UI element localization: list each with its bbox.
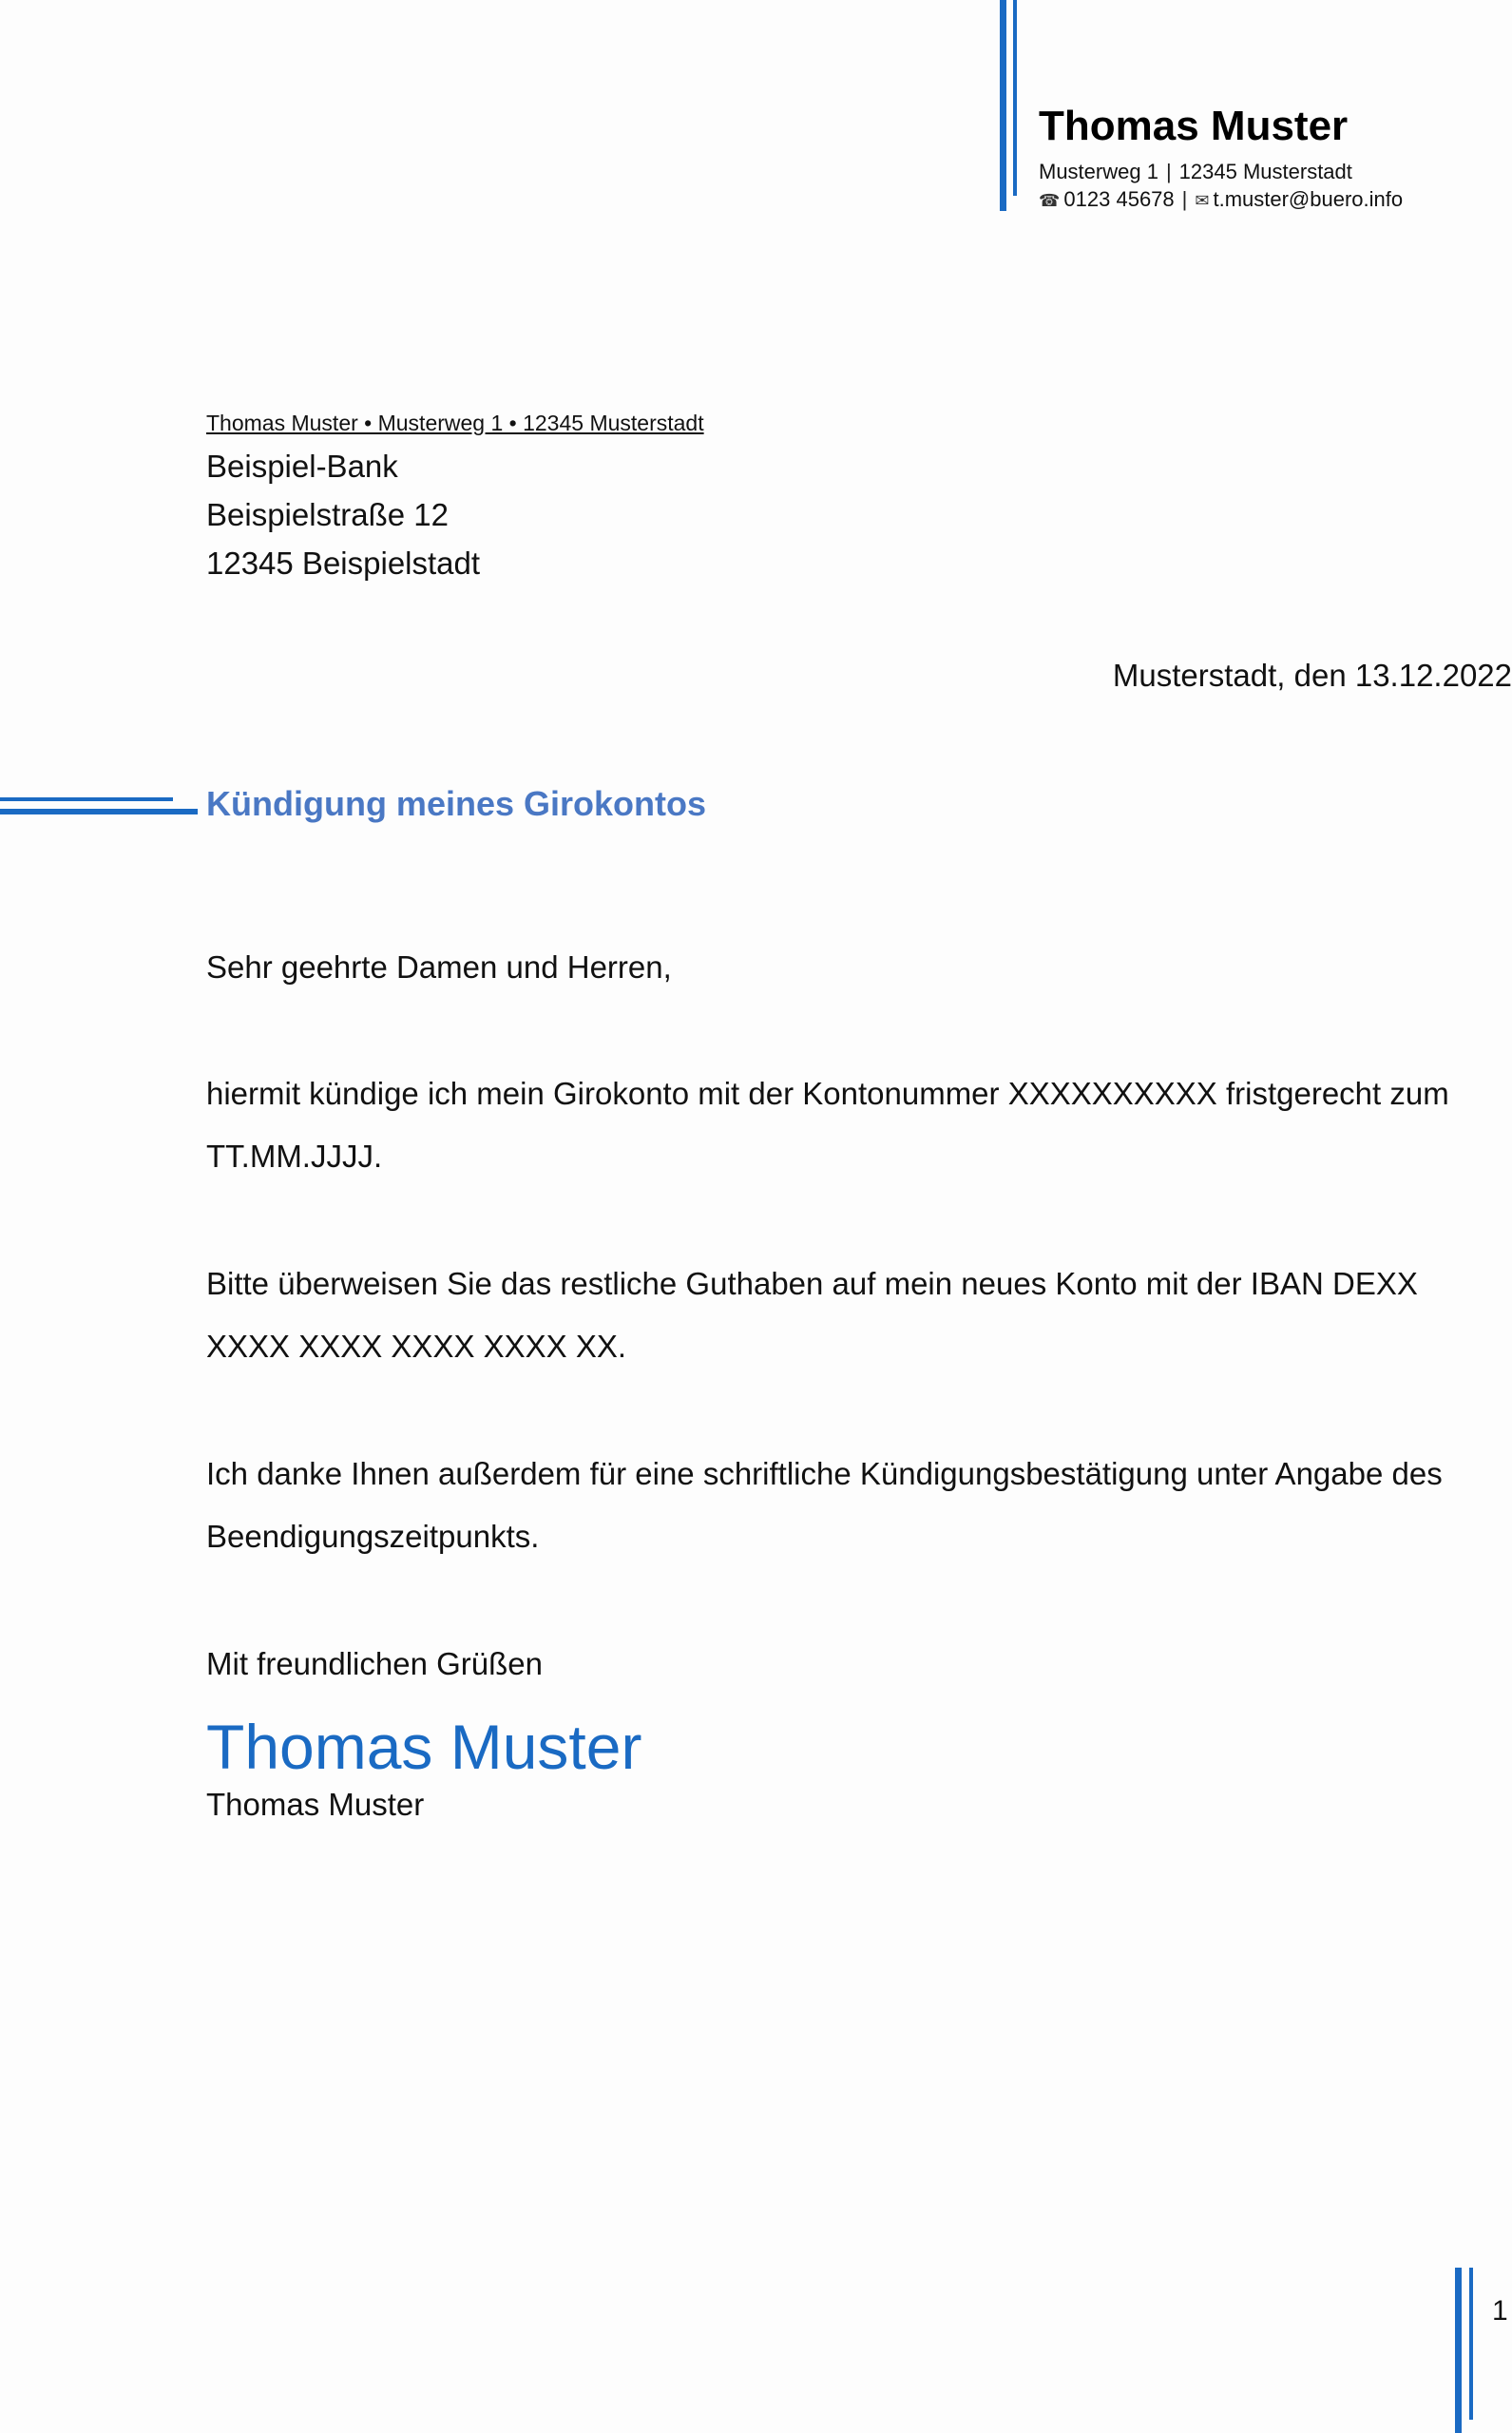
letterhead-bar-right <box>1013 0 1017 196</box>
recipient-name: Beispiel-Bank <box>206 449 398 484</box>
subject-rule-top <box>0 797 173 801</box>
recipient-city: 12345 Beispielstadt <box>206 546 481 581</box>
signature-name: Thomas Muster <box>206 1787 425 1822</box>
sender-name: Thomas Muster <box>1039 103 1349 149</box>
sender-phone: 0123 45678 <box>1063 187 1175 211</box>
closing: Mit freundlichen Grüßen <box>206 1646 543 1681</box>
separator: | <box>1181 187 1188 211</box>
footer-bar-right <box>1469 2268 1473 2420</box>
subject-rule-bottom <box>0 809 198 814</box>
letterhead-bar-left <box>1000 0 1006 211</box>
recipient-street: Beispielstraße 12 <box>206 497 449 532</box>
footer-bar-left <box>1455 2268 1462 2433</box>
sender-contact-line <box>1039 187 1403 212</box>
salutation: Sehr geehrte Damen und Herren, <box>206 949 672 985</box>
date-line: Musterstadt, den 13.12.2022 <box>1112 658 1512 693</box>
sender-address-line <box>1039 160 1352 184</box>
signature: Thomas Muster <box>206 1712 642 1782</box>
return-address: Thomas Muster • Musterweg 1 • 12345 Musterstadt <box>206 411 704 435</box>
sender-street: Musterweg 1 <box>1039 160 1158 183</box>
envelope-icon: ✉ <box>1195 191 1210 210</box>
subject-heading: Kündigung meines Girokontos <box>206 784 707 823</box>
phone-icon: ☎ <box>1039 191 1061 210</box>
paragraph-1: hiermit kündige ich mein Girokonto mit der Kontonummer XXXXXXXXXX fristgerecht zum TT.MM.JJJJ. <box>206 1076 1449 1174</box>
paragraph-3: Ich danke Ihnen außerdem für eine schriftliche Kündigungsbestätigung unter Angabe des Beendigungszeitpunkts. <box>206 1456 1443 1554</box>
separator: | <box>1165 160 1172 183</box>
page-number: 1 <box>1492 2295 1508 2327</box>
paragraph-2: Bitte überweisen Sie das restliche Guthaben auf mein neues Konto mit der IBAN DEXX XXXX XXXX XXXX XXXX XX. <box>206 1266 1418 1364</box>
sender-email: t.muster@buero.info <box>1213 187 1404 211</box>
sender-city: 12345 Musterstadt <box>1178 160 1352 183</box>
